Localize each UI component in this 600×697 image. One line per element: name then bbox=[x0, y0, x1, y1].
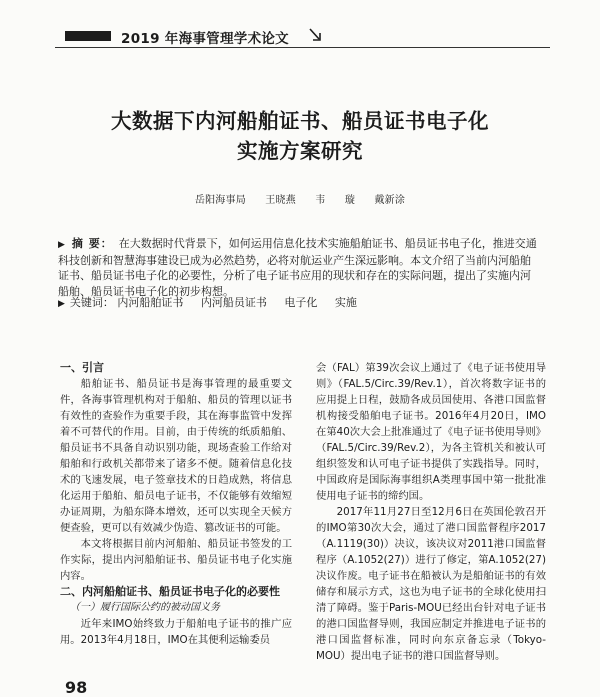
abstract bbox=[58, 236, 540, 299]
keywords-label: 关键词： bbox=[69, 296, 114, 309]
paper-title-line-1: 大数据下内河船舶证书、船员证书电子化 bbox=[111, 109, 489, 133]
keyword: 电子化 bbox=[284, 296, 318, 309]
author-name: 璇 bbox=[344, 195, 356, 206]
paper-title-line-2: 实施方案研究 bbox=[237, 139, 363, 163]
triangle-bullet-icon: ▶ bbox=[58, 299, 65, 309]
author-line bbox=[40, 191, 560, 206]
affiliation: 岳阳海事局 bbox=[194, 195, 246, 206]
triangle-bullet-icon: ▶ bbox=[58, 240, 65, 250]
page-number: 98 bbox=[65, 678, 88, 697]
keywords bbox=[58, 294, 540, 310]
journal-title: 2019 年海事管理学术论文 bbox=[121, 31, 289, 47]
author-name: 韦 bbox=[315, 195, 326, 206]
header-bar bbox=[65, 31, 111, 41]
paragraph: 本文将根据目前内河船舶、船员证书签发的工作实际，提出内河船舶证书、船员证书电子化实施内容。 bbox=[60, 538, 292, 582]
paragraph: 会（FAL）第39次会议上通过了《电子证书使用导则》（FAL.5/Circ.39/Rev.1），首次将数字证书的应用提上日程，鼓励各成员国使用、各港口国监督机构接受船舶电子证书。2016年4月20日，IMO在第40次大会上批准通过了《电子证书使用导则》（FAL.5/Circ.39/Rev.2），为各主管机关和被认可组织签发和认可电子证书提供了实践指导。同时，中国政府是国际海事组织A类理事国中第一批批准使用电子证书的缔约国。 bbox=[316, 362, 546, 502]
abstract-label: 摘 要： bbox=[71, 237, 113, 250]
abstract-text: 在大数据时代背景下，如何运用信息化技术实施船舶证书、船员证书电子化，推进交通科技创新和智慧海事建设已成为必然趋势，必将对航运业产生深远影响。本文介绍了当前内河船舶证书、船员证书电子化的必要性，分析了电子证书应用的现状和存在的实际问题，提出了实施内河船舶、船员证书电子化的初步构想。 bbox=[58, 237, 537, 298]
left-column bbox=[60, 360, 292, 648]
author-name: 王晓燕 bbox=[265, 195, 296, 206]
section-heading: 二、内河船舶证书、船员证书电子化的必要性 bbox=[60, 585, 280, 598]
paragraph: 近年来IMO始终致力于船舶电子证书的推广应用。2013年4月18日，IMO在其便利运输委员 bbox=[60, 618, 292, 646]
header-rule bbox=[55, 47, 550, 48]
author-name: 戴新涂 bbox=[374, 195, 406, 206]
diagonal-arrow-icon bbox=[308, 26, 324, 44]
keyword: 内河船舶证书 bbox=[117, 296, 184, 309]
keyword: 内河船员证书 bbox=[200, 296, 267, 309]
running-header bbox=[55, 26, 550, 48]
paragraph: 2017年11月27日至12月6日在英国伦敦召开的IMO第30次大会，通过了港口国监督程序2017（A.1119(30)）决议，该决议对2011港口国监督程序（A.1052(27)）进行了修定，第A.1052(27)决议作废。电子证书在船被认为是船舶证书的有效储存和展示方式，这也为电子证书的全球化使用扫清了障碍。鉴于Paris-MOU已经出台针对电子证书的港口国监督导则，我国应制定并推进电子证书的港口国监督标准，同时向东京备忘录（Tokyo-MOU）提出电子证书的港口国监督导则。 bbox=[316, 506, 546, 662]
right-column bbox=[316, 360, 546, 664]
keyword: 实施 bbox=[334, 296, 357, 309]
subsection-heading: （一）履行国际公约的被动国义务 bbox=[70, 602, 220, 613]
paragraph: 船舶证书、船员证书是海事管理的最重要文件，各海事管理机构对于船舶、船员的管理以证书有效性的查验作为重要手段，其在海事监管中发挥着不可替代的作用。目前，由于传统的纸质船舶、船员证书不具备自动识别功能，现场查验工作给对船舶和行政机关都带来了诸多不便。随着信息化技术的飞速发展，电子签章技术的日趋成熟，将信息化运用于船舶、船员电子证书，不仅能够有效缩短办证周期，为船东降本增效，还可以实现全天候方便查验，更可以有效减少伪造、篡改证书的可能。 bbox=[60, 378, 292, 534]
section-heading: 一、引言 bbox=[60, 361, 104, 374]
